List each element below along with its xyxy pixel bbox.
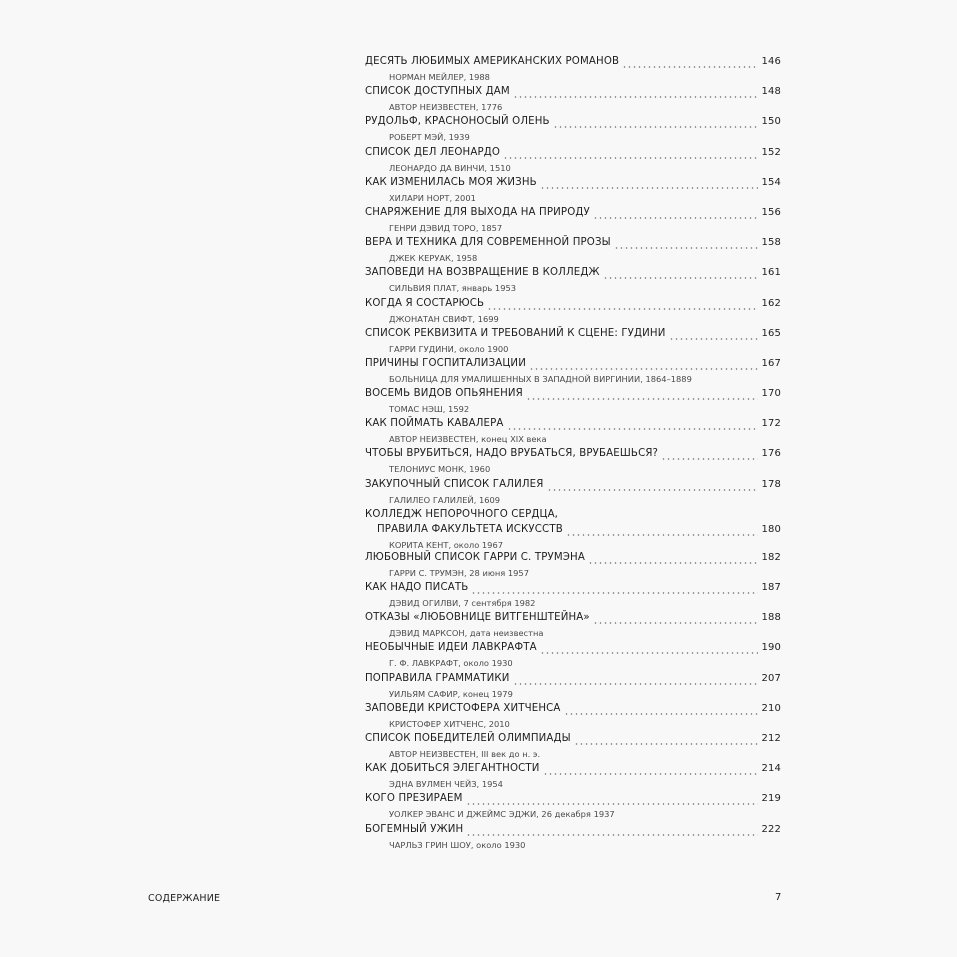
dot-leader: [614, 247, 759, 249]
toc-entry-title: КАК НАДО ПИСАТЬ: [365, 582, 469, 593]
toc-entry-title: ЗАПОВЕДИ НА ВОЗВРАЩЕНИЕ В КОЛЛЕДЖ: [365, 267, 600, 279]
dot-leader: [593, 217, 759, 219]
toc-entry-title: ВОСЕМЬ ВИДОВ ОПЬЯНЕНИЯ: [365, 388, 523, 400]
toc-entry: [365, 763, 781, 793]
toc-entry-author: УОЛКЕР ЭВАНС И ДЖЕЙМС ЭДЖИ, 26 декабря 1937: [389, 809, 615, 820]
dot-leader: [540, 187, 759, 189]
toc-entry-page: 219: [761, 793, 781, 805]
dot-leader: [593, 622, 759, 624]
toc-entry-page: 170: [761, 388, 781, 400]
toc-entry-title: СПИСОК ПОБЕДИТЕЛЕЙ ОЛИМПИАДЫ: [365, 732, 571, 744]
toc-entry: [365, 612, 781, 642]
dot-leader: [513, 683, 759, 685]
toc-entry-title-line1: КОЛЛЕДЖ НЕПОРОЧНОГО СЕРДЦА,: [365, 508, 559, 520]
toc-entry-author: СИЛЬВИЯ ПЛАТ, январь 1953: [389, 283, 517, 294]
dot-leader: [526, 398, 759, 400]
toc-entry-title: БОГЕМНЫЙ УЖИН: [365, 823, 464, 835]
toc-entry: [365, 86, 781, 116]
toc-entry: [365, 237, 781, 267]
toc-entry: [365, 552, 781, 582]
dot-leader: [529, 368, 758, 370]
toc-entry-page: 210: [761, 702, 781, 714]
toc-entry: [365, 177, 781, 207]
toc-entry-author: РОБЕРТ МЭЙ, 1939: [389, 132, 470, 143]
toc-entry: [365, 147, 781, 177]
toc-entry-author: ТОМАС НЭШ, 1592: [389, 404, 470, 415]
toc-entry: [365, 703, 781, 733]
toc-entry-title: ПРИЧИНЫ ГОСПИТАЛИЗАЦИИ: [365, 357, 526, 369]
toc-entry: [365, 824, 781, 854]
toc-entry-author: ГЕНРИ ДЭВИД ТОРО, 1857: [389, 222, 503, 233]
toc-entry-page: 187: [761, 582, 781, 593]
table-of-contents: [365, 56, 781, 854]
page-number: 7: [775, 892, 782, 903]
toc-entry-author: НОРМАН МЕЙЛЕР, 1988: [389, 72, 490, 82]
toc-entry-page: 161: [761, 267, 781, 279]
toc-entry-author: АВТОР НЕИЗВЕСТЕН, III век до н. э.: [389, 748, 541, 759]
toc-entry: [365, 358, 781, 388]
toc-entry-author: ЧАРЛЬЗ ГРИН ШОУ, около 1930: [389, 839, 526, 850]
toc-entry-title-line2: ПРАВИЛА ФАКУЛЬТЕТА ИСКУССТВ: [377, 523, 563, 535]
running-footer-section: СОДЕРЖАНИЕ: [148, 893, 221, 904]
toc-entry-title: ДЕСЯТЬ ЛЮБИМЫХ АМЕРИКАНСКИХ РОМАНОВ: [365, 56, 620, 67]
toc-entry: [365, 448, 781, 478]
toc-entry-author: ЛЕОНАРДО ДА ВИНЧИ, 1510: [389, 162, 511, 173]
dot-leader: [566, 534, 759, 536]
toc-entry-page: 152: [761, 146, 781, 158]
toc-entry-author: ДЭВИД ОГИЛВИ, 7 сентября 1982: [389, 598, 536, 608]
dot-leader: [603, 277, 759, 279]
dot-leader: [574, 743, 759, 745]
toc-entry-title: ВЕРА И ТЕХНИКА ДЛЯ СОВРЕМЕННОЙ ПРОЗЫ: [365, 237, 611, 249]
toc-entry-page: 158: [761, 237, 781, 249]
toc-entry-page: 188: [761, 612, 781, 624]
toc-entry: [365, 388, 781, 418]
dot-leader: [466, 834, 758, 836]
toc-entry-title: КОГО ПРЕЗИРАЕМ: [365, 793, 463, 805]
toc-entry-author: ДЖЕК КЕРУАК, 1958: [389, 253, 478, 264]
toc-entry-author: БОЛЬНИЦА ДЛЯ УМАЛИШЕННЫХ В ЗАПАДНОЙ ВИРГИНИИ, 1864–1889: [389, 373, 692, 384]
toc-entry-title: КОГДА Я СОСТАРЮСЬ: [365, 297, 485, 309]
dot-leader: [507, 428, 759, 430]
toc-entry: [365, 56, 781, 86]
dot-leader: [540, 652, 759, 654]
dot-leader: [564, 713, 759, 715]
toc-entry-title: СНАРЯЖЕНИЕ ДЛЯ ВЫХОДА НА ПРИРОДУ: [365, 206, 590, 218]
toc-entry-author: Г. Ф. ЛАВКРАФТ, около 1930: [389, 658, 513, 669]
toc-entry-page: 150: [761, 116, 781, 128]
toc-entry-title: НЕОБЫЧНЫЕ ИДЕИ ЛАВКРАФТА: [365, 642, 537, 654]
toc-entry-page: 167: [761, 357, 781, 369]
toc-entry-page: 146: [761, 56, 781, 67]
toc-entry-title: РУДОЛЬФ, КРАСНОНОСЫЙ ОЛЕНЬ: [365, 116, 550, 128]
dot-leader: [471, 592, 758, 594]
toc-entry-title: СПИСОК ДЕЛ ЛЕОНАРДО: [365, 146, 501, 158]
dot-leader: [487, 308, 758, 310]
toc-entry-page: 172: [761, 418, 781, 430]
dot-leader: [513, 96, 759, 98]
toc-entry-author: ДЖОНАТАН СВИФТ, 1699: [389, 313, 499, 324]
toc-entry: [365, 207, 781, 237]
toc-entry-author: ХИЛАРИ НОРТ, 2001: [389, 192, 476, 203]
toc-entry-page: 162: [761, 297, 781, 309]
toc-entry-page: 165: [761, 327, 781, 339]
toc-entry-author: ГАЛИЛЕО ГАЛИЛЕЙ, 1609: [389, 494, 501, 505]
toc-entry-title: ПОПРАВИЛА ГРАММАТИКИ: [365, 672, 510, 684]
toc-entry-page: 148: [761, 86, 781, 98]
toc-entry-title: СПИСОК ДОСТУПНЫХ ДАМ: [365, 86, 510, 98]
dot-leader: [543, 773, 759, 775]
dot-leader: [466, 803, 759, 805]
toc-entry-page: 178: [761, 478, 781, 490]
toc-entry-page: 176: [761, 448, 781, 460]
toc-entry-author: АВТОР НЕИЗВЕСТЕН, 1776: [389, 102, 503, 113]
toc-entry-page: 182: [761, 551, 781, 563]
toc-entry-title: СПИСОК РЕКВИЗИТА И ТРЕБОВАНИЙ К СЦЕНЕ: ГУДИНИ: [365, 327, 666, 339]
dot-leader: [588, 562, 758, 564]
dot-leader: [553, 126, 759, 128]
toc-entry-multiline: [365, 509, 781, 552]
toc-entry-author: УИЛЬЯМ САФИР, конец 1979: [389, 688, 513, 699]
toc-entry: [365, 793, 781, 823]
toc-entry-author: КРИСТОФЕР ХИТЧЕНС, 2010: [389, 718, 510, 729]
toc-entry-author: ГАРРИ С. ТРУМЭН, 28 июня 1957: [389, 567, 529, 578]
toc-entry-title: КАК ИЗМЕНИЛАСЬ МОЯ ЖИЗНЬ: [365, 176, 537, 188]
toc-entry: [365, 267, 781, 297]
toc-entry-page: 214: [761, 763, 781, 775]
toc-entry: [365, 673, 781, 703]
toc-entry-page: 190: [761, 642, 781, 654]
toc-entry-page: 156: [761, 206, 781, 218]
toc-entry-author: ГАРРИ ГУДИНИ, около 1900: [389, 343, 509, 354]
toc-entry-author: ЭДНА ВУЛМЕН ЧЕЙЗ, 1954: [389, 779, 503, 790]
dot-leader: [503, 157, 758, 159]
toc-entry-author: ТЕЛОНИУС МОНК, 1960: [389, 464, 491, 475]
toc-entry-title: КАК ПОЙМАТЬ КАВАЛЕРА: [365, 418, 504, 430]
dot-leader: [622, 66, 758, 68]
toc-entry-page: 207: [761, 672, 781, 684]
toc-entry-author: ДЭВИД МАРКСОН, дата неизвестна: [389, 628, 544, 639]
toc-entry: [365, 116, 781, 146]
toc-entry-title: ЛЮБОВНЫЙ СПИСОК ГАРРИ С. ТРУМЭНА: [365, 551, 585, 563]
toc-entry: [365, 418, 781, 448]
toc-entry: [365, 479, 781, 509]
toc-entry-author: КОРИТА КЕНТ, около 1967: [389, 539, 504, 550]
toc-entry-title: ЗАКУПОЧНЫЙ СПИСОК ГАЛИЛЕЯ: [365, 478, 544, 490]
toc-entry: [365, 582, 781, 612]
toc-entry: [365, 298, 781, 328]
toc-entry-title: ЗАПОВЕДИ КРИСТОФЕРА ХИТЧЕНСА: [365, 702, 561, 714]
toc-entry: [365, 733, 781, 763]
toc-entry: [365, 328, 781, 358]
toc-entry-page: 154: [761, 176, 781, 188]
toc-entry-title: КАК ДОБИТЬСЯ ЭЛЕГАНТНОСТИ: [365, 763, 540, 775]
toc-entry-author: АВТОР НЕИЗВЕСТЕН, конец XIX века: [389, 434, 547, 445]
toc-entry-title: ЧТОБЫ ВРУБИТЬСЯ, НАДО ВРУБАТЬСЯ, ВРУБАЕШЬСЯ?: [365, 448, 659, 460]
dot-leader: [669, 338, 759, 340]
toc-entry-page: 212: [761, 732, 781, 744]
toc-entry: [365, 642, 781, 672]
toc-entry-page: 180: [761, 523, 781, 535]
dot-leader: [661, 458, 758, 460]
toc-entry-page: 222: [761, 823, 781, 835]
toc-entry-title: ОТКАЗЫ «ЛЮБОВНИЦЕ ВИТГЕНШТЕЙНА»: [365, 612, 590, 624]
dot-leader: [547, 489, 759, 491]
